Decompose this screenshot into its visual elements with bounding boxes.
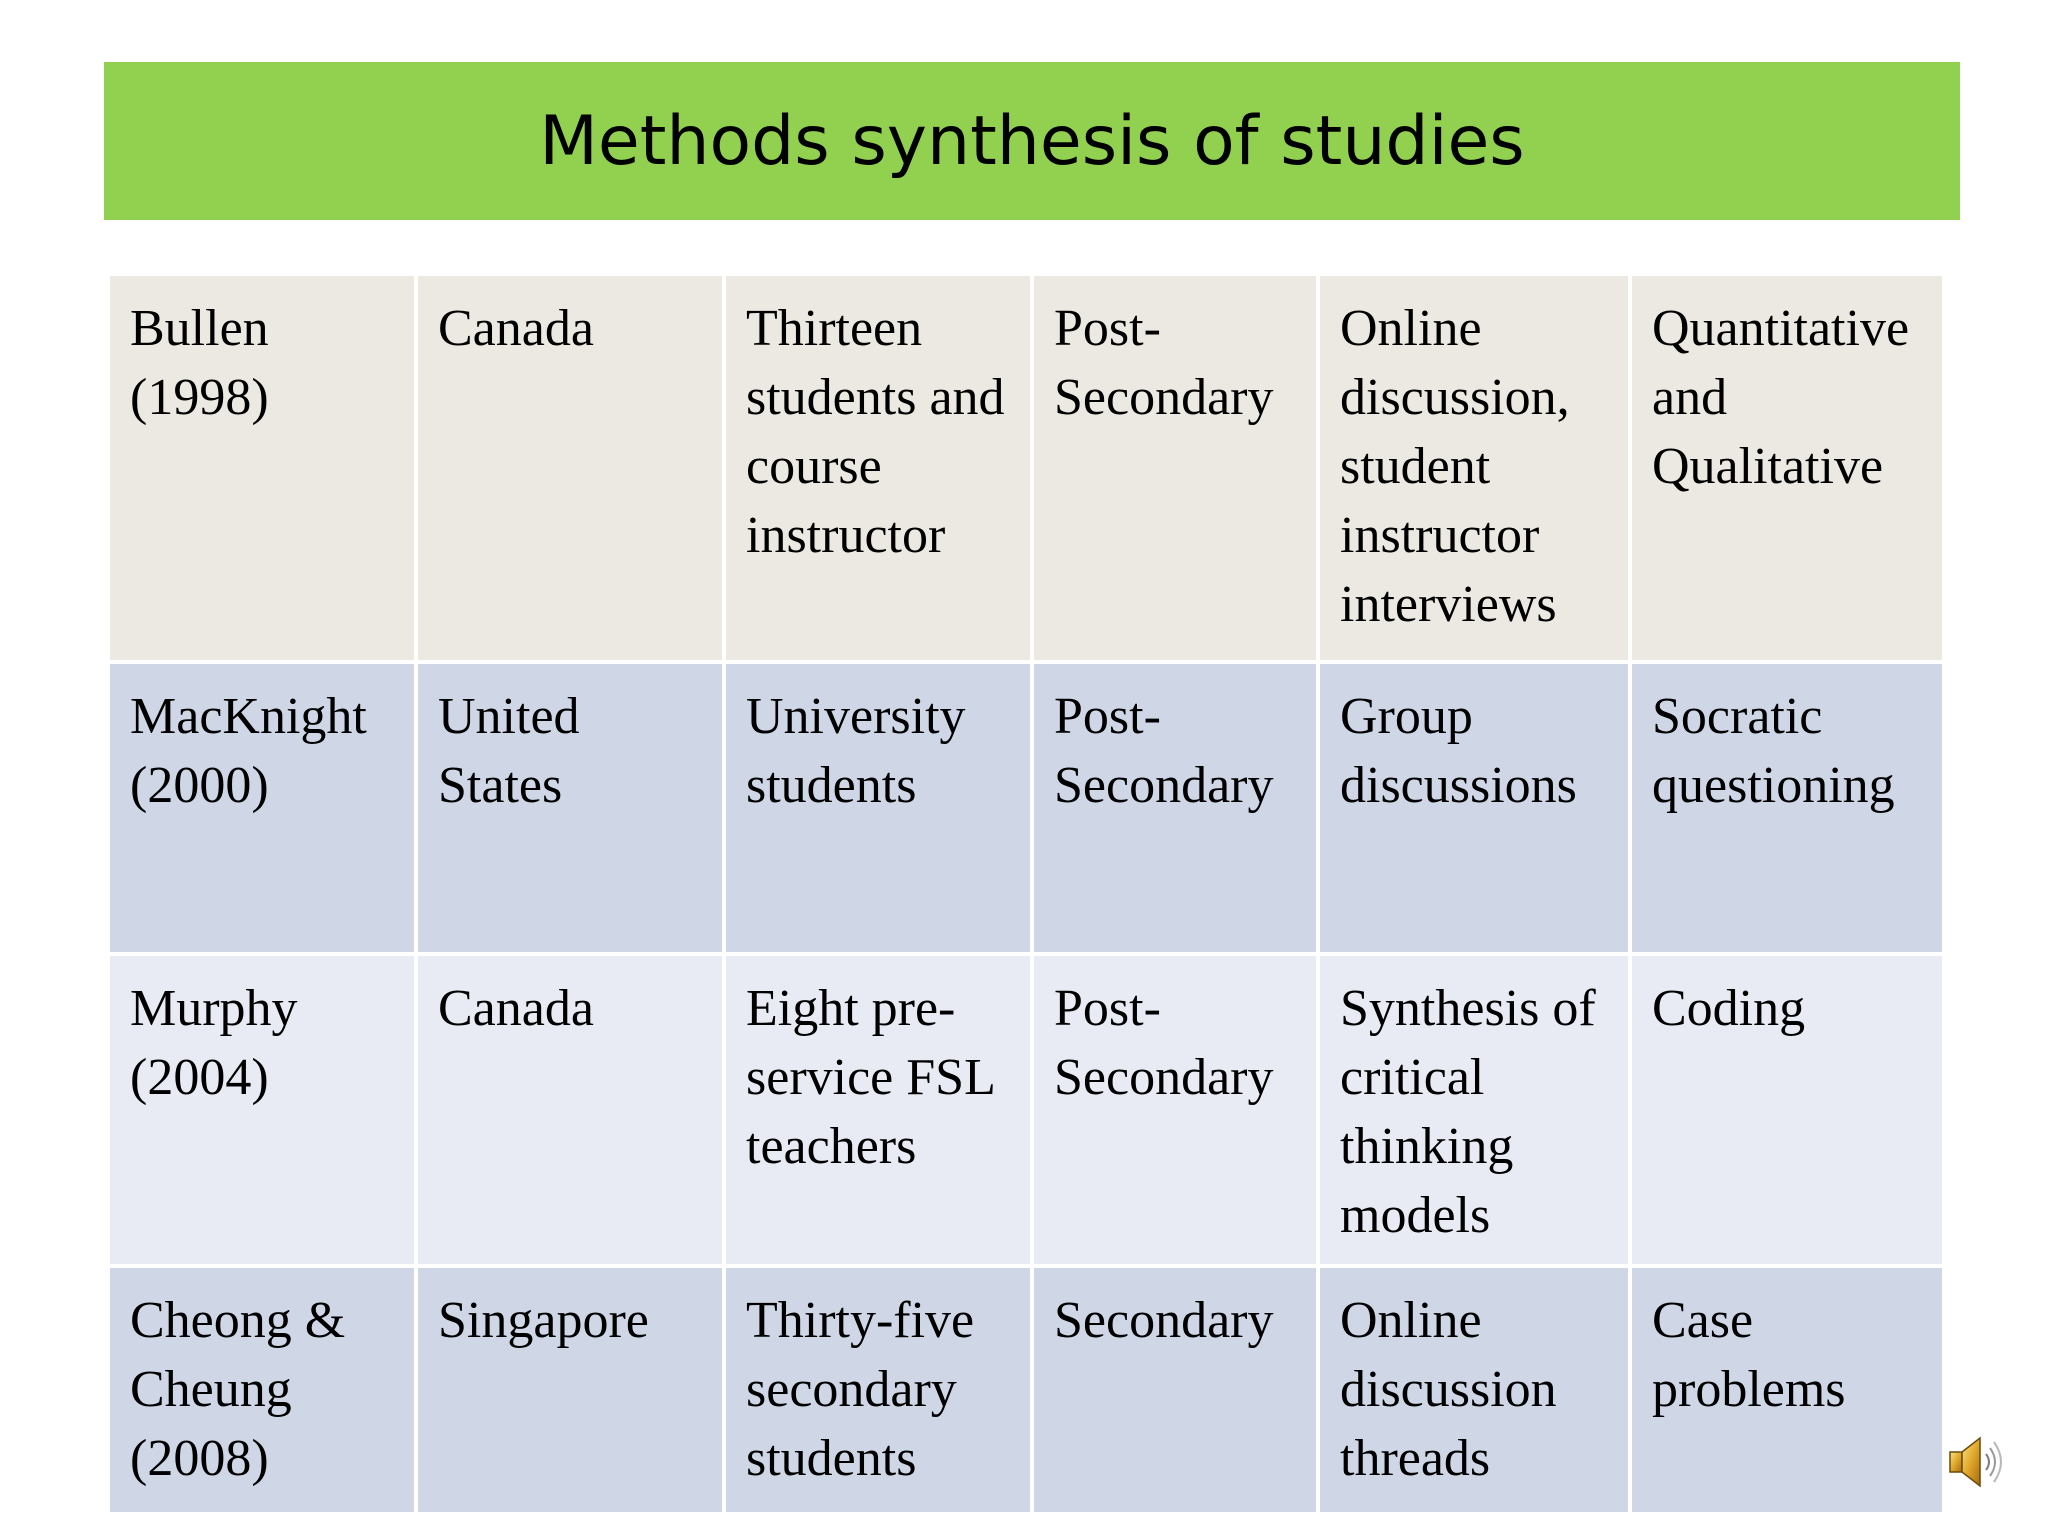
cell-country: Canada xyxy=(416,274,724,662)
cell-method: Case problems xyxy=(1630,1266,1944,1514)
table-row xyxy=(108,1266,1944,1514)
cell-level: Post-Secondary xyxy=(1032,662,1318,954)
studies-table xyxy=(106,272,1946,1516)
cell-data-source: Online discussion threads xyxy=(1318,1266,1630,1514)
speaker-icon-graphic xyxy=(1946,1430,2010,1494)
table-row xyxy=(108,954,1944,1266)
cell-data-source: Online discussion, student instructor interviews xyxy=(1318,274,1630,662)
table-row xyxy=(108,662,1944,954)
cell-participants: Eight pre-service FSL teachers xyxy=(724,954,1032,1266)
cell-participants: University students xyxy=(724,662,1032,954)
speaker-icon[interactable] xyxy=(1946,1430,2010,1494)
cell-level: Post-Secondary xyxy=(1032,274,1318,662)
cell-country: Singapore xyxy=(416,1266,724,1514)
cell-data-source: Synthesis of critical thinking models xyxy=(1318,954,1630,1266)
title-bar xyxy=(104,62,1960,220)
cell-country: Canada xyxy=(416,954,724,1266)
cell-method: Quantitative and Qualitative xyxy=(1630,274,1944,662)
cell-author: MacKnight (2000) xyxy=(108,662,416,954)
cell-author: Cheong & Cheung (2008) xyxy=(108,1266,416,1514)
cell-participants: Thirty-five secondary students xyxy=(724,1266,1032,1514)
cell-author: Murphy (2004) xyxy=(108,954,416,1266)
cell-level: Post-Secondary xyxy=(1032,954,1318,1266)
slide-title: Methods synthesis of studies xyxy=(539,101,1525,181)
cell-country: United States xyxy=(416,662,724,954)
table-row xyxy=(108,274,1944,662)
cell-method: Coding xyxy=(1630,954,1944,1266)
cell-data-source: Group discussions xyxy=(1318,662,1630,954)
cell-author: Bullen (1998) xyxy=(108,274,416,662)
cell-level: Secondary xyxy=(1032,1266,1318,1514)
cell-method: Socratic questioning xyxy=(1630,662,1944,954)
cell-participants: Thirteen students and course instructor xyxy=(724,274,1032,662)
